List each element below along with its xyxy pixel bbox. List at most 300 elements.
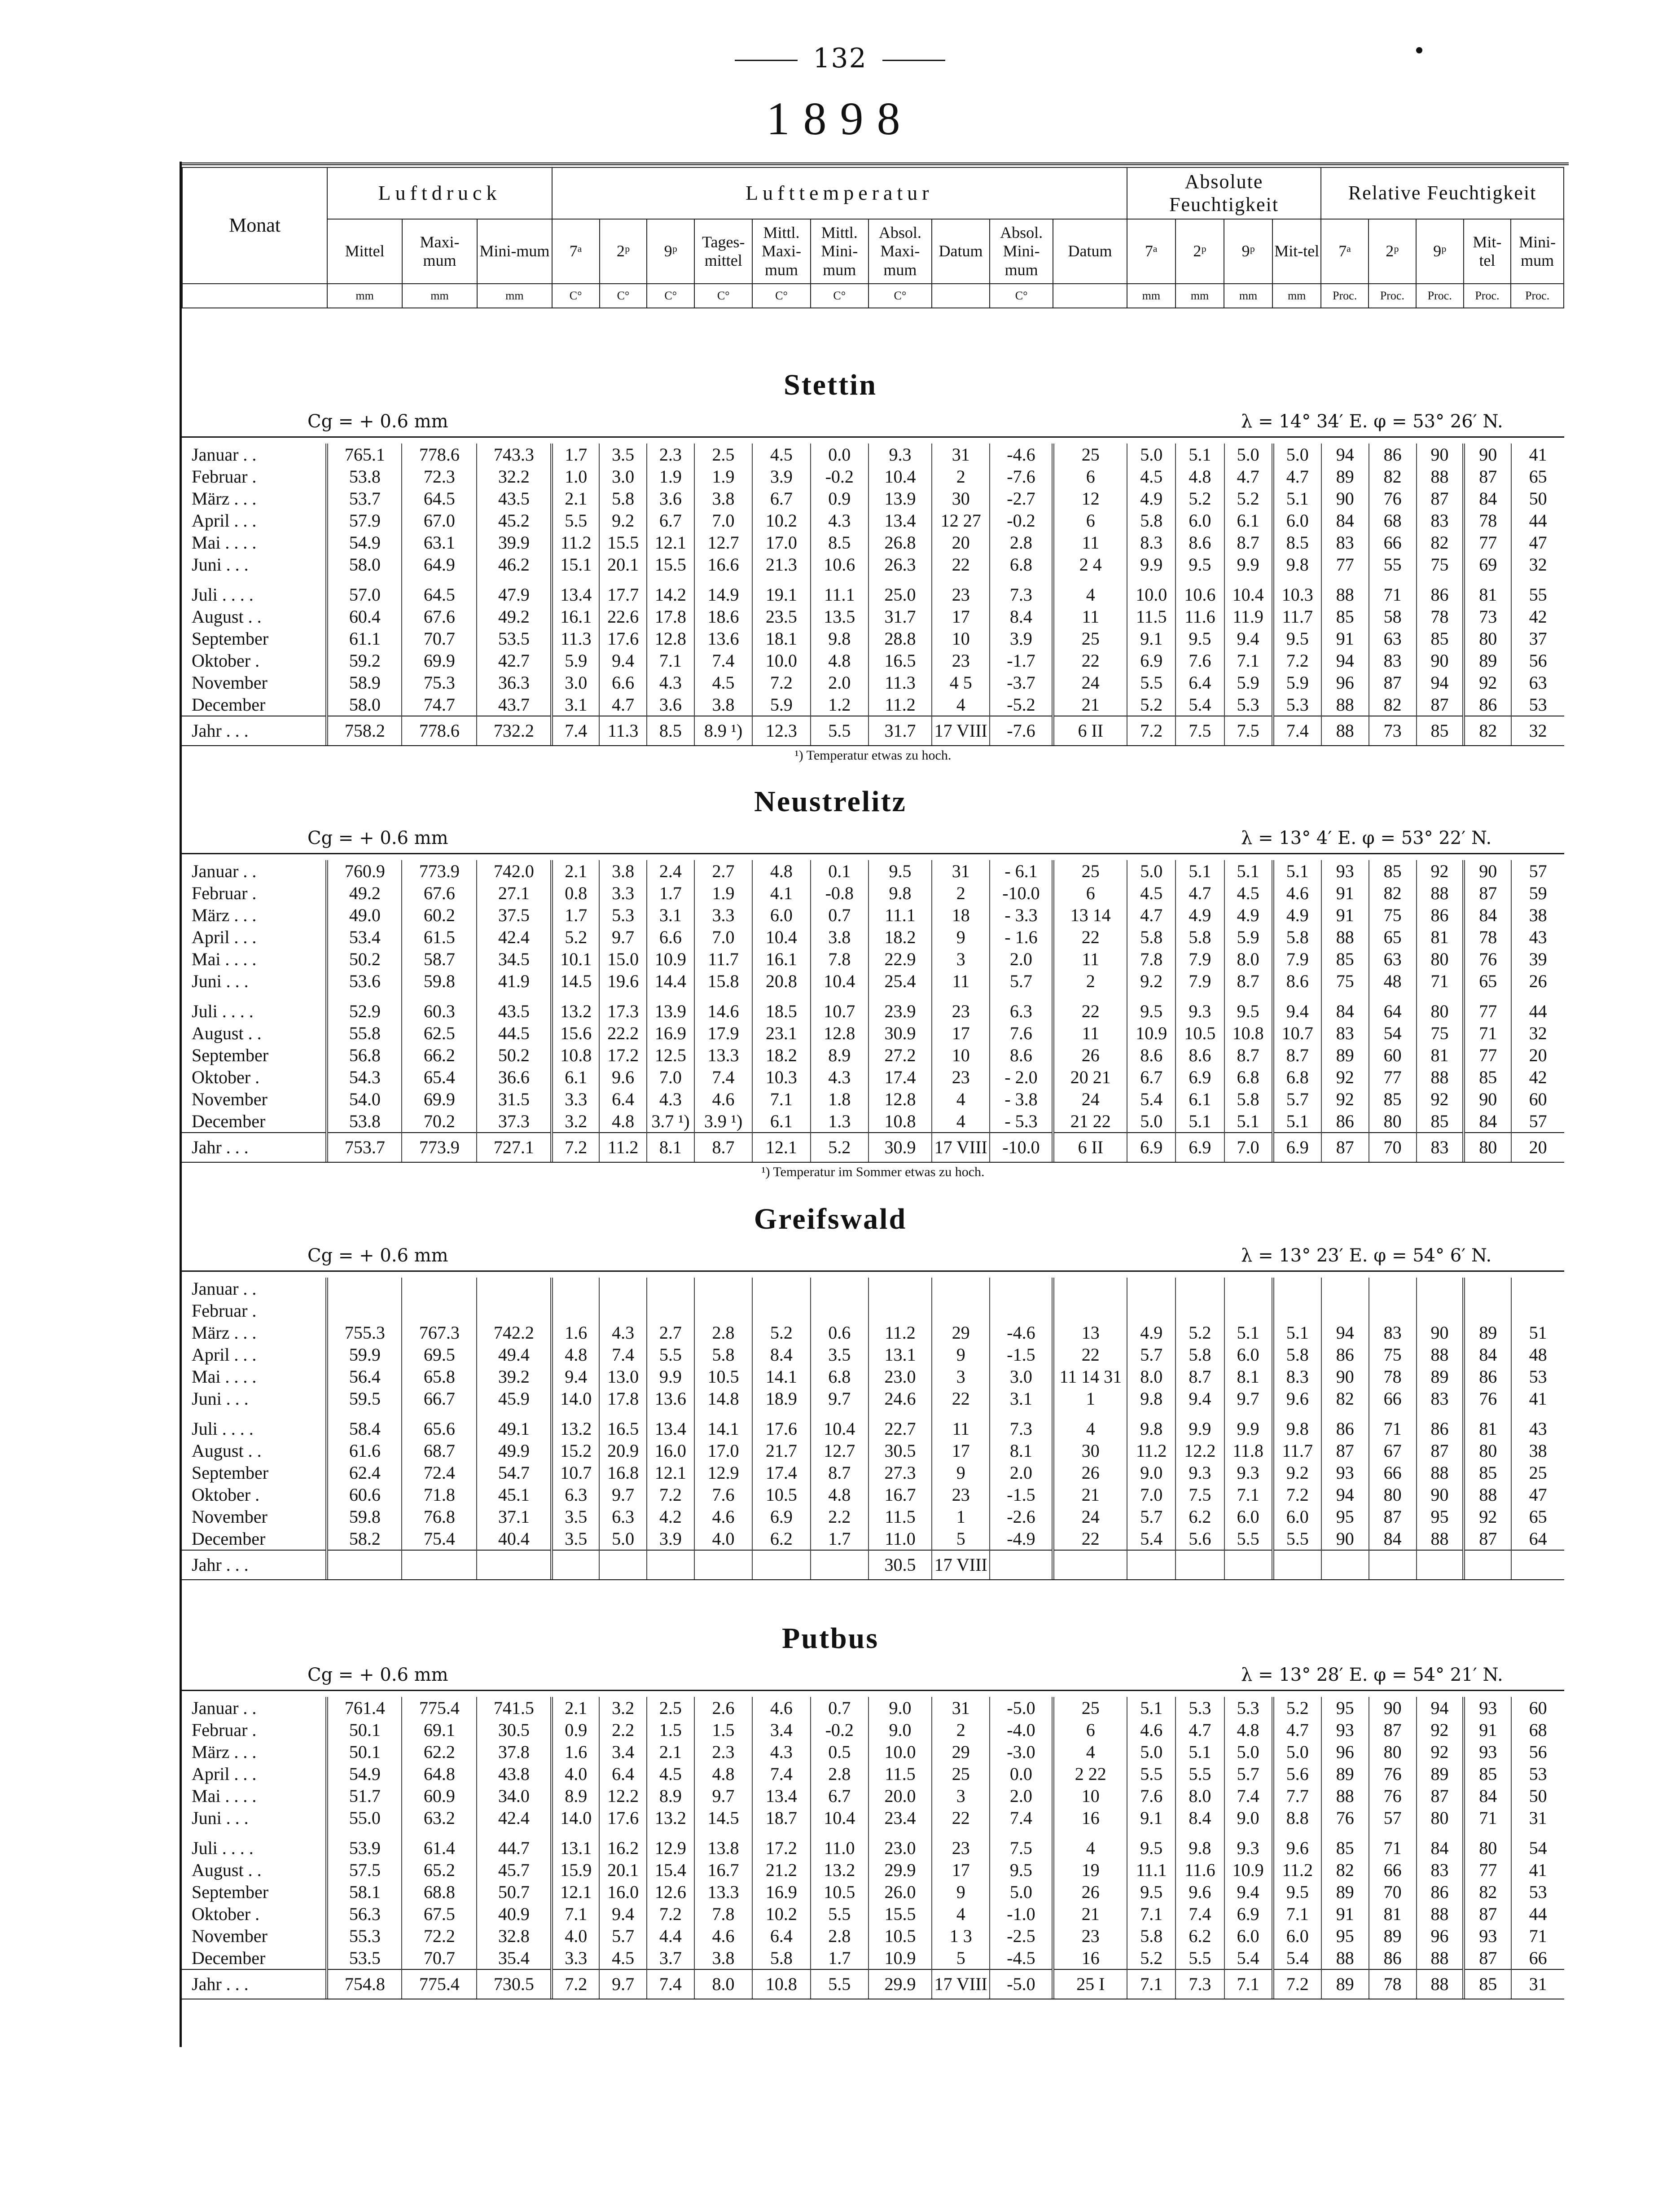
table-cell: 39: [1511, 948, 1564, 970]
table-cell: 36.3: [477, 672, 552, 694]
table-cell: 76: [1464, 948, 1511, 970]
table-cell: 7.1: [1273, 1903, 1321, 1925]
spacer-cell: [869, 1410, 932, 1418]
table-cell: 10.8: [869, 1110, 932, 1133]
table-cell: [1053, 1278, 1127, 1300]
table-cell: 1: [1053, 1388, 1127, 1410]
table-cell: - 3.3: [990, 904, 1053, 926]
table-cell: 5.5: [811, 1969, 869, 1999]
table-cell: 46.2: [477, 554, 552, 576]
table-cell: 71.8: [402, 1484, 477, 1506]
table-cell: 62.4: [327, 1462, 402, 1484]
table-cell: 84: [1369, 1528, 1417, 1550]
spacer-cell: [752, 992, 810, 1000]
table-cell: 50.2: [477, 1044, 552, 1066]
table-cell: 22: [1053, 650, 1127, 672]
table-cell: 42.4: [477, 1807, 552, 1829]
table-cell: 88: [1321, 694, 1369, 716]
table-cell: 6.7: [811, 1785, 869, 1807]
table-cell: 93: [1321, 1719, 1369, 1741]
table-cell: 22: [1053, 926, 1127, 948]
table-cell: 83: [1369, 650, 1417, 672]
table-cell: 11.9: [1224, 606, 1273, 628]
table-cell: 31.5: [477, 1088, 552, 1110]
table-cell: 67.6: [402, 882, 477, 904]
table-cell: 88: [1417, 466, 1464, 488]
table-cell: 49.9: [477, 1440, 552, 1462]
table-cell: 10.9: [869, 1947, 932, 1969]
table-cell: 90: [1464, 860, 1511, 882]
table-cell: 22: [932, 1388, 990, 1410]
table-cell: 4.5: [1224, 882, 1273, 904]
table-cell: 3.8: [599, 860, 647, 882]
table-cell: 90: [1369, 1697, 1417, 1719]
table-cell: 66: [1369, 1462, 1417, 1484]
table-cell: 5.6: [1176, 1528, 1224, 1550]
month-label: April . . .: [192, 510, 257, 531]
table-cell: 90: [1464, 1088, 1511, 1110]
table-cell: 25: [1053, 628, 1127, 650]
table-cell: [990, 1278, 1053, 1300]
month-row: [182, 1278, 1564, 1300]
table-cell: 5.1: [1224, 860, 1273, 882]
table-cell: 5.8: [752, 1947, 810, 1969]
table-cell: 11.2: [552, 532, 599, 554]
month-label: Februar .: [192, 1301, 257, 1321]
table-cell: 37.1: [477, 1506, 552, 1528]
table-cell: 76: [1369, 1785, 1417, 1807]
table-cell: 7.4: [1273, 716, 1321, 745]
station-footnote: ¹) Temperatur etwas zu hoch.: [794, 748, 952, 763]
table-cell: 83: [1417, 1859, 1464, 1881]
table-cell: 43: [1511, 1418, 1564, 1440]
column-label: 2ᵖ: [1369, 219, 1416, 284]
table-cell: 90: [1417, 1484, 1464, 1506]
table-cell: 11.3: [869, 672, 932, 694]
table-cell: 1.2: [811, 694, 869, 716]
table-cell: 10.5: [811, 1881, 869, 1903]
table-cell: 5.9: [1273, 672, 1321, 694]
table-cell: 7.8: [811, 948, 869, 970]
spacer-cell: [1224, 1829, 1273, 1837]
table-cell: 3.9: [990, 628, 1053, 650]
table-cell: [477, 1278, 552, 1300]
table-cell: 9.4: [1176, 1388, 1224, 1410]
table-cell: [1127, 1550, 1176, 1579]
unit-label: C°: [869, 284, 932, 308]
table-cell: 76: [1464, 1388, 1511, 1410]
table-cell: 10.0: [1127, 584, 1176, 606]
table-cell: 87: [1464, 882, 1511, 904]
table-cell: 11.0: [811, 1837, 869, 1859]
table-cell: 48: [1511, 1344, 1564, 1366]
year-row: [182, 1550, 1564, 1579]
table-cell: 3.0: [990, 1366, 1053, 1388]
table-cell: 88: [1417, 1344, 1464, 1366]
table-cell: 9.5: [1127, 1881, 1176, 1903]
table-cell: 11.7: [694, 948, 752, 970]
table-cell: 9.5: [1224, 1000, 1273, 1022]
station-gravity-correction: Cg = + 0.6 mm: [307, 1665, 448, 1685]
table-cell: 87: [1417, 488, 1464, 510]
table-cell: 7.4: [990, 1807, 1053, 1829]
table-cell: [1511, 1278, 1564, 1300]
table-cell: [1321, 1550, 1369, 1579]
month-row: [182, 1763, 1564, 1785]
table-cell: 758.2: [327, 716, 402, 745]
month-row: [182, 1300, 1564, 1322]
table-cell: 17.0: [694, 1440, 752, 1462]
month-label: April . . .: [192, 1345, 257, 1365]
month-label: September: [192, 1045, 269, 1065]
table-cell: 53: [1511, 1881, 1564, 1903]
spacer-cell: [990, 576, 1053, 584]
table-cell: 742.0: [477, 860, 552, 882]
table-cell: 2: [932, 882, 990, 904]
table-cell: 9.4: [599, 1903, 647, 1925]
table-cell: 0.6: [811, 1322, 869, 1344]
table-cell: 89: [1417, 1366, 1464, 1388]
table-cell: 26: [1511, 970, 1564, 992]
column-label: 2ᵖ: [1176, 219, 1224, 284]
table-cell: 81: [1464, 1418, 1511, 1440]
table-cell: 82: [1369, 466, 1417, 488]
spacer-cell: [1224, 576, 1273, 584]
table-cell: 760.9: [327, 860, 402, 882]
page-year: 1898: [766, 93, 914, 145]
table-cell: 49.4: [477, 1344, 552, 1366]
month-label: August . .: [192, 1441, 262, 1461]
table-cell: 5.7: [1127, 1344, 1176, 1366]
month-label: December: [192, 1529, 266, 1549]
table-cell: 6.8: [1273, 1066, 1321, 1088]
unit-label: C°: [811, 284, 869, 308]
table-cell: 85: [1369, 860, 1417, 882]
table-cell: 10.9: [647, 948, 694, 970]
table-cell: 1.7: [811, 1528, 869, 1550]
lufttemperatur-header: Lufttemperatur: [552, 167, 1127, 219]
table-cell: 25 I: [1053, 1969, 1127, 1999]
table-cell: 31: [932, 860, 990, 882]
table-cell: 66: [1369, 1388, 1417, 1410]
table-cell: 9.2: [1127, 970, 1176, 992]
table-cell: 49.0: [327, 904, 402, 926]
table-cell: 87: [1464, 1947, 1511, 1969]
table-cell: 4.9: [1273, 904, 1321, 926]
table-cell: 13.6: [647, 1388, 694, 1410]
table-cell: 74.7: [402, 694, 477, 716]
table-cell: -5.0: [990, 1697, 1053, 1719]
table-cell: [1273, 1300, 1321, 1322]
column-label: Datum: [932, 219, 990, 284]
unit-label: C°: [647, 284, 694, 308]
table-cell: 58.4: [327, 1418, 402, 1440]
table-cell: 71: [1369, 584, 1417, 606]
table-cell: 1.6: [552, 1741, 599, 1763]
table-cell: 1.7: [552, 904, 599, 926]
table-cell: 70.2: [402, 1110, 477, 1133]
table-cell: 95: [1321, 1506, 1369, 1528]
table-cell: 8.9 ¹): [694, 716, 752, 745]
table-cell: 71: [1511, 1925, 1564, 1947]
table-cell: 59.8: [327, 1506, 402, 1528]
table-cell: 86: [1369, 1947, 1417, 1969]
table-cell: 16.9: [752, 1881, 810, 1903]
table-cell: 31.7: [869, 606, 932, 628]
spacer-cell: [182, 1410, 327, 1418]
station-bottom-rule: [182, 1162, 1564, 1163]
table-cell: 5.0: [599, 1528, 647, 1550]
table-cell: 95: [1417, 1506, 1464, 1528]
table-cell: 37: [1511, 628, 1564, 650]
month-label: Januar . .: [192, 861, 257, 881]
table-cell: 14.5: [694, 1807, 752, 1829]
station-top-rule: [182, 436, 1564, 438]
spacer-cell: [1369, 1829, 1417, 1837]
table-cell: 71: [1464, 1022, 1511, 1044]
table-cell: 10: [932, 628, 990, 650]
table-cell: 38: [1511, 904, 1564, 926]
table-cell: 9.9: [1176, 1418, 1224, 1440]
table-cell: 0.0: [990, 1763, 1053, 1785]
table-cell: 11.6: [1176, 606, 1224, 628]
station-coordinates: λ = 13° 4′ E. φ = 53° 22′ N.: [1241, 828, 1492, 848]
table-cell: 21.7: [752, 1440, 810, 1462]
table-cell: 7.3: [1176, 1969, 1224, 1999]
table-cell: -10.0: [990, 882, 1053, 904]
table-cell: [1127, 1300, 1176, 1322]
column-label: Datum: [1053, 219, 1127, 284]
table-cell: 26.3: [869, 554, 932, 576]
luftdruck-header: Luftdruck: [327, 167, 552, 219]
table-cell: 27.1: [477, 882, 552, 904]
table-cell: 1.5: [694, 1719, 752, 1741]
station-name: Putbus: [781, 1622, 879, 1655]
table-cell: 32.8: [477, 1925, 552, 1947]
table-cell: 5: [932, 1528, 990, 1550]
table-cell: 16.0: [647, 1440, 694, 1462]
table-cell: 48: [1369, 970, 1417, 992]
table-cell: 25: [1053, 444, 1127, 466]
table-cell: 53.5: [477, 628, 552, 650]
table-cell: 10.8: [1224, 1022, 1273, 1044]
table-cell: 12.2: [599, 1785, 647, 1807]
table-cell: 75: [1369, 1344, 1417, 1366]
table-cell: 12.1: [752, 1133, 810, 1162]
table-cell: 71: [1369, 1418, 1417, 1440]
table-cell: 10.4: [811, 1807, 869, 1829]
table-cell: 11: [932, 970, 990, 992]
table-cell: 21.2: [752, 1859, 810, 1881]
table-cell: 64.9: [402, 554, 477, 576]
table-cell: 12.7: [694, 532, 752, 554]
month-label: November: [192, 1507, 268, 1527]
table-cell: 7.1: [552, 1903, 599, 1925]
spacer-cell: [552, 992, 599, 1000]
table-cell: 14.2: [647, 584, 694, 606]
table-cell: 88: [1417, 882, 1464, 904]
table-cell: 25: [1511, 1462, 1564, 1484]
table-cell: 2.6: [694, 1697, 752, 1719]
spacer-cell: [1053, 992, 1127, 1000]
table-cell: 7.0: [647, 1066, 694, 1088]
table-cell: 6.9: [1127, 650, 1176, 672]
table-cell: -5.0: [990, 1969, 1053, 1999]
spacer-cell: [1176, 992, 1224, 1000]
table-cell: 11.3: [552, 628, 599, 650]
table-cell: 54.9: [327, 1763, 402, 1785]
table-cell: -4.6: [990, 1322, 1053, 1344]
table-cell: 61.5: [402, 926, 477, 948]
month-row: [182, 860, 1564, 882]
table-cell: 93: [1464, 1741, 1511, 1763]
table-cell: [1224, 1278, 1273, 1300]
spacer-cell: [402, 576, 477, 584]
table-cell: [1273, 1278, 1321, 1300]
table-cell: [1511, 1550, 1564, 1579]
month-label: Mai . . . .: [192, 1786, 257, 1806]
month-row: [182, 1388, 1564, 1410]
spacer-cell: [1127, 1829, 1176, 1837]
table-cell: 5.8: [599, 488, 647, 510]
table-cell: 7.6: [1127, 1785, 1176, 1807]
table-cell: 61.6: [327, 1440, 402, 1462]
table-cell: 10.7: [552, 1462, 599, 1484]
table-cell: 7.3: [990, 1418, 1053, 1440]
table-cell: 59.9: [327, 1344, 402, 1366]
table-cell: 7.1: [1127, 1903, 1176, 1925]
spacer-cell: [811, 992, 869, 1000]
table-cell: 15.8: [694, 970, 752, 992]
table-cell: 22: [1053, 1528, 1127, 1550]
table-cell: 80: [1417, 1807, 1464, 1829]
table-cell: 43.8: [477, 1763, 552, 1785]
table-cell: 16.2: [599, 1837, 647, 1859]
table-cell: 63.2: [402, 1807, 477, 1829]
table-cell: 9: [932, 1462, 990, 1484]
table-cell: 9: [932, 1344, 990, 1366]
month-row: [182, 672, 1564, 694]
table-cell: 64.8: [402, 1763, 477, 1785]
year-row: [182, 1969, 1564, 1999]
table-cell: 90: [1464, 444, 1511, 466]
table-cell: 5.4: [1127, 1088, 1176, 1110]
spacer-cell: [647, 1829, 694, 1837]
table-cell: 9.6: [1273, 1837, 1321, 1859]
table-cell: 1: [932, 1506, 990, 1528]
station-top-rule: [182, 853, 1564, 854]
month-row: [182, 882, 1564, 904]
table-cell: 5.9: [1224, 672, 1273, 694]
table-cell: 18.2: [752, 1044, 810, 1066]
table-cell: 18.5: [752, 1000, 810, 1022]
table-cell: 16: [1053, 1807, 1127, 1829]
table-cell: 92: [1417, 860, 1464, 882]
table-cell: 93: [1321, 1462, 1369, 1484]
table-cell: 26.8: [869, 532, 932, 554]
table-cell: [1321, 1278, 1369, 1300]
table-cell: [552, 1300, 599, 1322]
table-cell: 4.5: [599, 1947, 647, 1969]
spacer-cell: [1273, 1410, 1321, 1418]
table-cell: 2.1: [552, 1697, 599, 1719]
month-row: [182, 650, 1564, 672]
table-cell: 31: [932, 1697, 990, 1719]
table-cell: 4.3: [599, 1322, 647, 1344]
month-label: April . . .: [192, 1764, 257, 1784]
table-cell: 6.9: [1127, 1133, 1176, 1162]
table-cell: 75.3: [402, 672, 477, 694]
table-cell: [599, 1550, 647, 1579]
table-cell: 5.0: [1224, 1741, 1273, 1763]
table-cell: 31: [1511, 1969, 1564, 1999]
table-cell: 9.9: [647, 1366, 694, 1388]
table-cell: 73: [1369, 716, 1417, 745]
table-cell: 87: [1321, 1133, 1369, 1162]
month-label: Mai . . . .: [192, 1367, 257, 1387]
table-cell: 21: [1053, 1903, 1127, 1925]
table-cell: 30: [932, 488, 990, 510]
table-cell: 70.7: [402, 1947, 477, 1969]
table-cell: 75: [1369, 904, 1417, 926]
table-cell: 7.4: [752, 1763, 810, 1785]
table-cell: 37.3: [477, 1110, 552, 1133]
table-cell: 3: [932, 948, 990, 970]
table-cell: 15.5: [599, 532, 647, 554]
table-cell: 17.4: [752, 1462, 810, 1484]
table-cell: 31: [1511, 1807, 1564, 1829]
month-label: August . .: [192, 606, 262, 627]
table-cell: 14.1: [752, 1366, 810, 1388]
table-cell: 81: [1464, 584, 1511, 606]
table-cell: 23.9: [869, 1000, 932, 1022]
table-cell: 7.9: [1273, 948, 1321, 970]
month-label: Januar . .: [192, 1279, 257, 1299]
table-cell: 7.2: [1273, 650, 1321, 672]
table-cell: 70: [1369, 1133, 1417, 1162]
table-cell: 13.2: [811, 1859, 869, 1881]
table-cell: 37.5: [477, 904, 552, 926]
table-cell: 43.5: [477, 1000, 552, 1022]
table-cell: 90: [1321, 1528, 1369, 1550]
table-cell: 23.0: [869, 1366, 932, 1388]
table-cell: 42: [1511, 1066, 1564, 1088]
table-cell: 17.0: [752, 532, 810, 554]
table-cell: 2: [1053, 970, 1127, 992]
table-cell: [1369, 1550, 1417, 1579]
table-cell: 44: [1511, 1000, 1564, 1022]
table-cell: 4.8: [1176, 466, 1224, 488]
table-cell: 5.5: [1127, 672, 1176, 694]
table-cell: 71: [1369, 1837, 1417, 1859]
table-cell: 9.4: [1273, 1000, 1321, 1022]
table-cell: 85: [1464, 1462, 1511, 1484]
table-cell: 11.2: [869, 1322, 932, 1344]
table-cell: 4.5: [647, 1763, 694, 1785]
table-cell: 84: [1321, 510, 1369, 532]
table-cell: 14.0: [552, 1807, 599, 1829]
table-cell: 17 VIII: [932, 1133, 990, 1162]
table-cell: 51: [1511, 1322, 1564, 1344]
table-cell: [1417, 1550, 1464, 1579]
table-cell: 60.3: [402, 1000, 477, 1022]
table-cell: 52.9: [327, 1000, 402, 1022]
table-cell: 5.4: [1176, 694, 1224, 716]
month-label: Mai . . . .: [192, 949, 257, 969]
table-cell: 89: [1369, 1925, 1417, 1947]
table-cell: 76: [1369, 488, 1417, 510]
table-cell: 3.5: [811, 1344, 869, 1366]
